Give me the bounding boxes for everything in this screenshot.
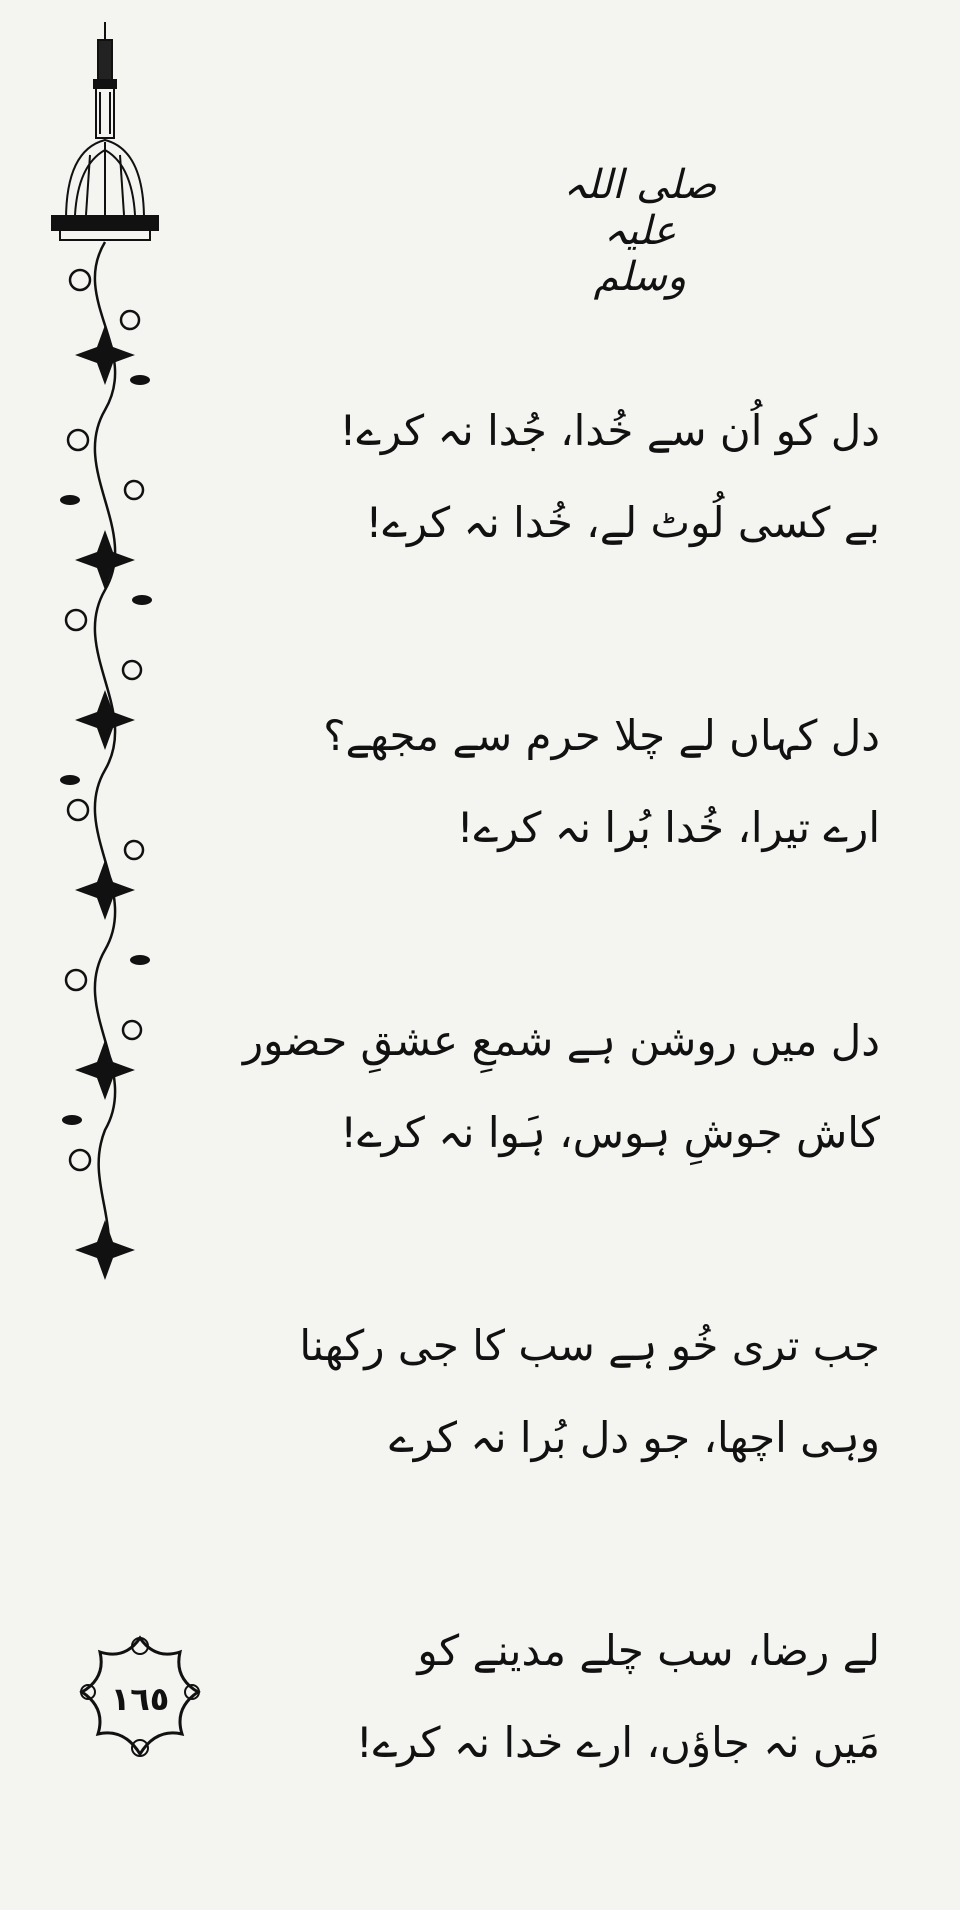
- verse-line: بے کسی لُوٹ لے، خُدا نہ کرے!: [365, 498, 880, 547]
- page-number-badge: [70, 1630, 210, 1770]
- verse-line: کاش جوشِ ہوس، ہَوا نہ کرے!: [340, 1108, 880, 1157]
- verse-line: جب تری خُو ہے سب کا جی رکھنا: [299, 1321, 880, 1370]
- verse-line: ارے تیرا، خُدا بُرا نہ کرے!: [456, 803, 880, 852]
- minaret-icon: [52, 22, 158, 240]
- stanza: [299, 1300, 880, 1605]
- calligraphy-text: صلی اللہ علیہ وسلم: [563, 162, 717, 300]
- minaret-vine-border: [30, 20, 180, 1290]
- stanza: [320, 1605, 880, 1910]
- verse-line: دل کہاں لے چلا حرم سے مجھے؟: [323, 711, 880, 760]
- verse-line: مَیں نہ جاؤں، ارے خدا نہ کرے!: [355, 1718, 880, 1767]
- poem: [242, 385, 880, 1910]
- verse-line: دل کو اُن سے خُدا، جُدا نہ کرے!: [339, 406, 880, 455]
- stanza: [320, 385, 880, 690]
- vine-icon: [66, 242, 143, 1270]
- verse-line: لے رضا، سب چلے مدینے کو: [417, 1626, 880, 1675]
- page-number: ١٦٥: [110, 1680, 170, 1718]
- stanza: [320, 690, 880, 995]
- verse-line: دل میں روشن ہے شمعِ عشقِ حضور: [242, 1016, 880, 1065]
- flower-icon: [60, 325, 152, 1280]
- stanza: [242, 995, 880, 1300]
- verse-line: وہی اچھا، جو دل بُرا نہ کرے: [389, 1413, 880, 1462]
- calligraphy-salutation: [560, 130, 720, 300]
